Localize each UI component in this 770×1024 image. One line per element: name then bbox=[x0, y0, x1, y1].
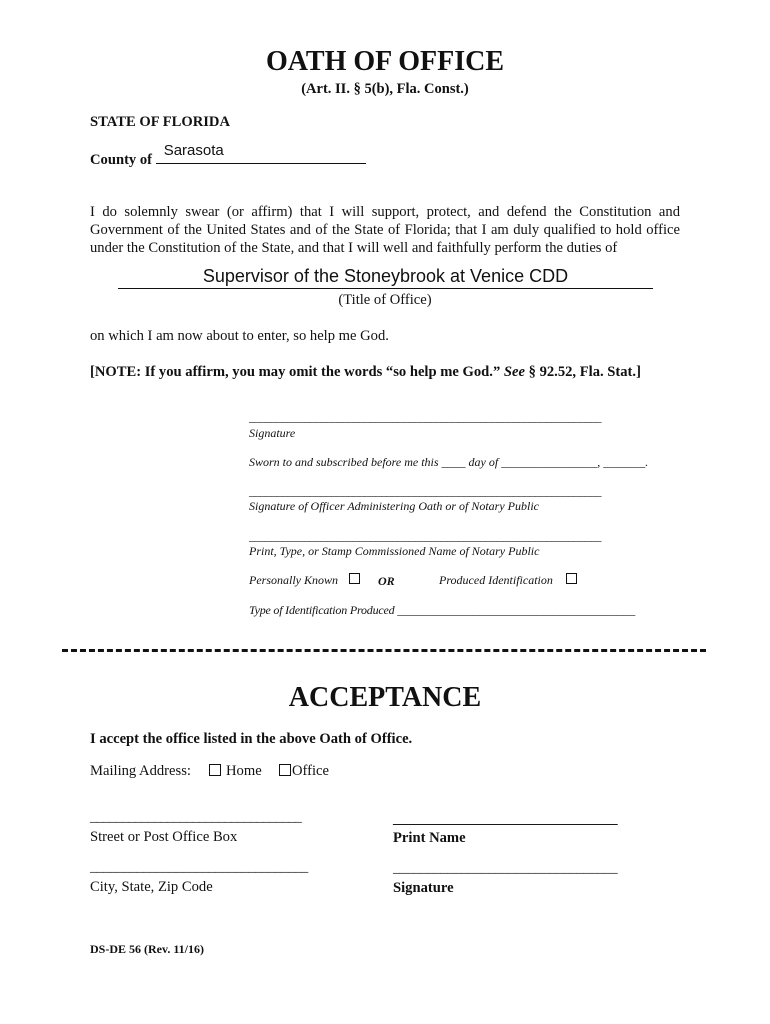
cut-line bbox=[62, 649, 706, 652]
office-title-field[interactable] bbox=[118, 266, 653, 289]
county-label: County of bbox=[90, 152, 153, 168]
officer-signature-label: Signature of Officer Administering Oath or of Notary Public bbox=[249, 499, 539, 513]
note-main: [NOTE: If you affirm, you may omit the words “so help me God.” bbox=[90, 364, 501, 380]
home-checkbox[interactable] bbox=[209, 764, 221, 776]
personally-known-label: Personally Known bbox=[249, 573, 338, 587]
id-type-line[interactable]: Type of Identification Produced _________________________________________ bbox=[249, 603, 636, 617]
home-label: Home bbox=[226, 763, 262, 779]
closing-line: on which I am now about to enter, so help me God. bbox=[90, 328, 389, 344]
notary-name-label: Print, Type, or Stamp Commissioned Name of Notary Public bbox=[249, 544, 540, 558]
print-name-label: Print Name bbox=[393, 830, 466, 846]
city-label: City, State, Zip Code bbox=[90, 879, 213, 895]
or-label: OR bbox=[378, 574, 395, 588]
office-title-value: Supervisor of the Stoneybrook at Venice CDD bbox=[202, 266, 569, 286]
note-reference: § 92.52, Fla. Stat.] bbox=[528, 364, 641, 380]
office-checkbox[interactable] bbox=[279, 764, 291, 776]
officer-signature-line[interactable]: ________________________________________________________________ bbox=[249, 484, 601, 498]
acceptance-title: ACCEPTANCE bbox=[288, 682, 482, 713]
note-line bbox=[90, 364, 641, 381]
note-see: See bbox=[503, 364, 525, 380]
oath-body-text: I do solemnly swear (or affirm) that I will support, protect, and defend the Constitution and Government of the United States and of the State of Florida; that I am duly qualified to hold office under the Constitution of the State, and that I will well and faithfully perform the duties of bbox=[90, 204, 680, 256]
sworn-line: Sworn to and subscribed before me this ____ day of ________________, _______. bbox=[249, 455, 649, 469]
acceptance-signature-line[interactable]: _________________________________ bbox=[393, 861, 618, 876]
personally-known-checkbox[interactable] bbox=[349, 573, 360, 584]
county-value: Sarasota bbox=[163, 142, 224, 159]
county-field[interactable] bbox=[156, 142, 366, 164]
produced-id-checkbox[interactable] bbox=[566, 573, 577, 584]
street-label: Street or Post Office Box bbox=[90, 829, 238, 845]
office-title-caption: (Title of Office) bbox=[338, 292, 432, 308]
street-line[interactable]: _________________________________ bbox=[90, 810, 302, 825]
produced-id-label: Produced Identification bbox=[439, 573, 553, 587]
form-title: OATH OF OFFICE bbox=[266, 46, 504, 77]
office-label: Office bbox=[292, 763, 330, 779]
mailing-address-label: Mailing Address: bbox=[90, 763, 191, 779]
acceptance-signature-label: Signature bbox=[393, 880, 454, 896]
print-name-line[interactable]: _________________________________ bbox=[393, 812, 618, 827]
state-line: STATE OF FLORIDA bbox=[90, 114, 231, 130]
county-row bbox=[90, 142, 366, 169]
form-number: DS-DE 56 (Rev. 11/16) bbox=[90, 942, 204, 956]
notary-name-line[interactable]: ________________________________________________________________ bbox=[249, 529, 601, 543]
signature-line[interactable]: ________________________________________________________________ bbox=[249, 410, 601, 424]
constitution-reference: (Art. II. § 5(b), Fla. Const.) bbox=[301, 81, 469, 97]
acceptance-statement: I accept the office listed in the above Oath of Office. bbox=[90, 731, 413, 747]
city-line[interactable]: _________________________________ bbox=[90, 860, 308, 875]
signature-label: Signature bbox=[249, 426, 296, 440]
